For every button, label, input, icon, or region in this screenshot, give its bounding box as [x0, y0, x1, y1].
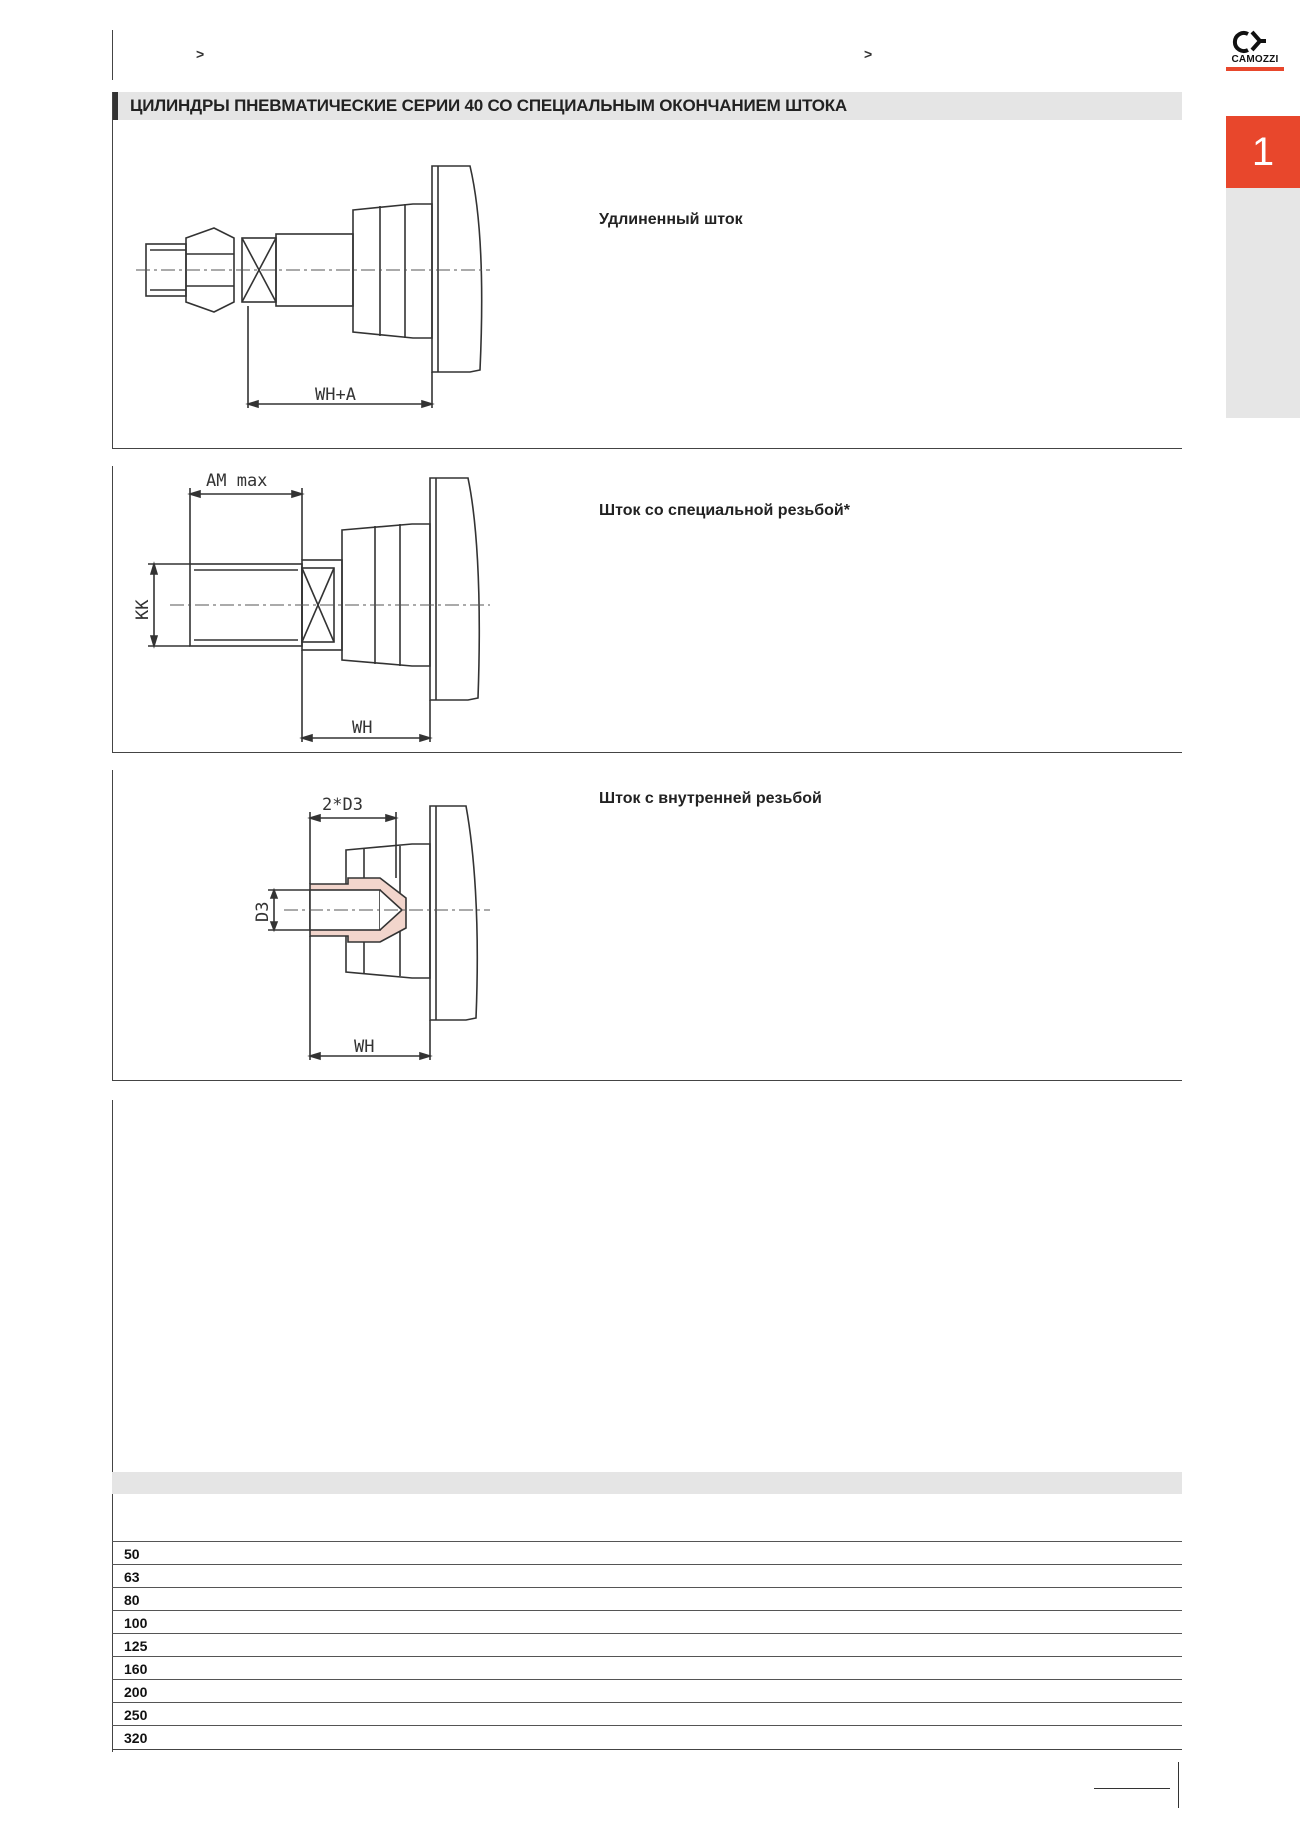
footer-rule [1094, 1788, 1170, 1789]
brand-name: CAMOZZI [1231, 54, 1279, 65]
section-2-left-rule [112, 466, 113, 752]
dimension-label: WH+A [315, 385, 356, 405]
extended-rod-drawing [130, 160, 510, 410]
table-bottom-rule [112, 1749, 1182, 1750]
table-row [112, 1541, 1182, 1565]
header-left-rule [112, 30, 113, 80]
table-row [112, 1633, 1182, 1657]
bore-cell: 200 [124, 1684, 148, 1700]
section-1-left-rule [112, 92, 113, 448]
footer-vertical-rule [1178, 1762, 1179, 1808]
dimension-label: D3 [253, 901, 273, 922]
bore-cell: 160 [124, 1661, 148, 1677]
table-row [112, 1702, 1182, 1726]
breadcrumb-separator: > [864, 46, 873, 62]
section-1-caption: Удлиненный шток [599, 211, 743, 228]
table-row [112, 1564, 1182, 1588]
section-3-bottom-rule [112, 1080, 1182, 1081]
dimension-label: WH [352, 718, 373, 738]
table-row [112, 1610, 1182, 1634]
section-3-left-rule [112, 770, 113, 1080]
dimension-label: WH [354, 1037, 375, 1057]
breadcrumb-separator: > [196, 46, 205, 62]
table-row [112, 1725, 1182, 1749]
section-2-bottom-rule [112, 752, 1182, 753]
internal-thread-rod-drawing [240, 790, 510, 1070]
dimension-label: AM max [206, 471, 268, 491]
bore-cell: 250 [124, 1707, 148, 1723]
section-3-caption: Шток с внутренней резьбой [599, 790, 822, 807]
special-thread-rod-drawing [130, 466, 510, 746]
chapter-tab-extension [1226, 188, 1300, 418]
bore-cell: 63 [124, 1569, 140, 1585]
page-title: ЦИЛИНДРЫ ПНЕВМАТИЧЕСКИЕ СЕРИИ 40 СО СПЕЦИАЛЬНЫМ ОКОНЧАНИЕМ ШТОКА [130, 96, 848, 115]
section-2-caption: Шток со специальной резьбой* [599, 502, 850, 519]
bore-cell: 80 [124, 1592, 140, 1608]
bore-cell: 50 [124, 1546, 140, 1562]
bore-cell: 100 [124, 1615, 148, 1631]
chapter-tab[interactable]: 1 [1226, 116, 1300, 188]
bore-cell: 320 [124, 1730, 148, 1746]
dimension-label: KK [133, 599, 153, 620]
table-row [112, 1679, 1182, 1703]
table-row [112, 1587, 1182, 1611]
brand-bar [1226, 67, 1284, 71]
dimension-label: 2*D3 [322, 795, 363, 815]
section-1-bottom-rule [112, 448, 1182, 449]
table-header-band [112, 1472, 1182, 1494]
table-row [112, 1656, 1182, 1680]
bore-cell: 125 [124, 1638, 148, 1654]
